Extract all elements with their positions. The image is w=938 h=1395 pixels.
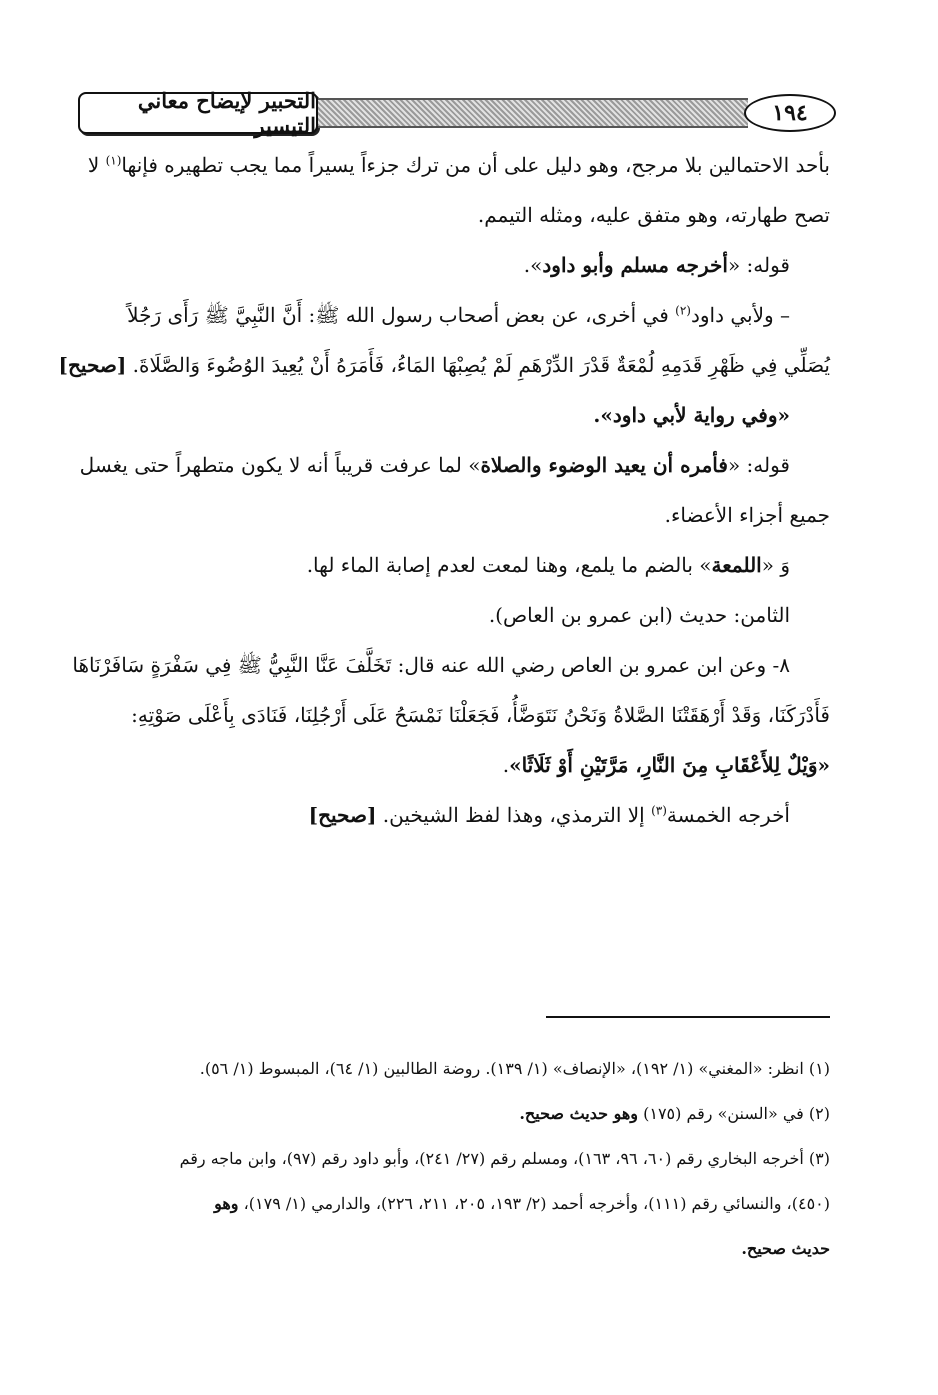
text-line-9: وَ «اللمعة» بالضم ما يلمع، وهنا لمعت لعدم إصابة الماء لها.: [306, 553, 790, 577]
footnote-3-line-3: حديث صحيح.: [741, 1239, 830, 1258]
text-line-3: قوله: «أخرجه مسلم وأبو داود».: [523, 253, 790, 277]
text-line-7: قوله: «فأمره أن يعيد الوضوء والصلاة» لما عرفت قريباً أنه لا يكون متطهراً حتى يغسل: [79, 453, 790, 477]
text-line-6: «وفي رواية لأبي داود».: [593, 403, 790, 427]
text-line-13: «وَيْلٌ لِلأَعْقَابِ مِنَ النَّارِ، مَرَّتَيْنِ أَوْ ثَلَاثًا».: [502, 753, 830, 777]
footnote-separator: [546, 1016, 830, 1018]
running-header: [78, 88, 830, 138]
footnote-3-line-1: (٣) أخرجه البخاري رقم (٦٠، ٩٦، ١٦٣)، ومسلم رقم (٢٧/ ٢٤١)، وأبو داود رقم (٩٧)، وابن ماجه رقم: [179, 1149, 830, 1168]
text-line-11: ٨- وعن ابن عمرو بن العاص رضي الله عنه قال: تَخَلَّفَ عَنَّا النَّبِيُّ ﷺ فِي سَفْرَةٍ سَافَرْنَاهَا: [72, 653, 790, 677]
main-text: [58, 140, 830, 840]
book-title: التحبير لإيضاح معاني التيسير: [78, 92, 318, 134]
text-line-12: فَأَدْرَكَنَا، وَقَدْ أَرْهَقَتْنَا الصَّلاةُ وَنَحْنُ نَتَوَضَّأُ، فَجَعَلْنَا نَمْسَحُ عَلَى أَرْجُلِنَا، فَنَادَى بِأَعْلَى صَوْتِهِ:: [131, 703, 830, 727]
grade-label: [صحيح]: [58, 353, 127, 377]
footnote-2: (٢) في «السنن» رقم (١٧٥) وهو حديث صحيح.: [519, 1104, 830, 1123]
footnote-1: (١) انظر: «المغني» (١/ ١٩٢)، «الإنصاف» (١/ ١٣٩). روضة الطالبين (١/ ٦٤)، المبسوط (١/ ٥٦).: [199, 1059, 830, 1078]
text-line-14: أخرجه الخمسة$^{(٣)}$ إلا الترمذي، وهذا لفظ الشيخين. [صحيح]: [308, 803, 790, 827]
text-line-5: يُصَلِّي فِي ظَهْرِ قَدَمِهِ لُمْعَةٌ قَدْرَ الدِّرْهَمِ لَمْ يُصِبْهَا المَاءُ، فَأَمَرَهُ أَنْ يُعِيدَ الوُضُوءَ وَالصَّلَاةَ. [صحيح]: [58, 353, 830, 377]
text-line-10: الثامن: حديث (ابن عمرو بن العاص).: [488, 603, 790, 627]
text-line-8: جميع أجزاء الأعضاء.: [664, 503, 830, 527]
header-ornament-band: [318, 98, 748, 128]
footnote-ref-3: (٣): [651, 803, 667, 818]
footnote-3-line-2: (٤٥٠)، والنسائي رقم (١١١)، وأخرجه أحمد (٢/ ١٩٣، ٢٠٥، ٢١١، ٢٢٦)، والدارمي (١/ ١٧٩)، وهو: [214, 1194, 830, 1213]
footnote-ref-2: (٢): [675, 303, 691, 318]
text-line-4: – ولأبي داود$^{(٢)}$ في أخرى، عن بعض أصحاب رسول الله ﷺ: أَنَّ النَّبِيَّ ﷺ رَأَى رَجُلاً: [127, 303, 790, 327]
text-line-2: تصح طهارته، وهو متفق عليه، ومثله التيمم.: [477, 203, 830, 227]
footnotes: [78, 1046, 830, 1271]
footnote-ref-1: (١): [105, 153, 122, 168]
grade-label: [صحيح]: [308, 803, 377, 827]
text-line-1: بأحد الاحتمالين بلا مرجح، وهو دليل على أن من ترك جزءاً يسيراً مما يجب تطهيره فإنها$^{(١)}$ لا: [87, 153, 830, 177]
page-number: ١٩٤: [744, 94, 836, 132]
